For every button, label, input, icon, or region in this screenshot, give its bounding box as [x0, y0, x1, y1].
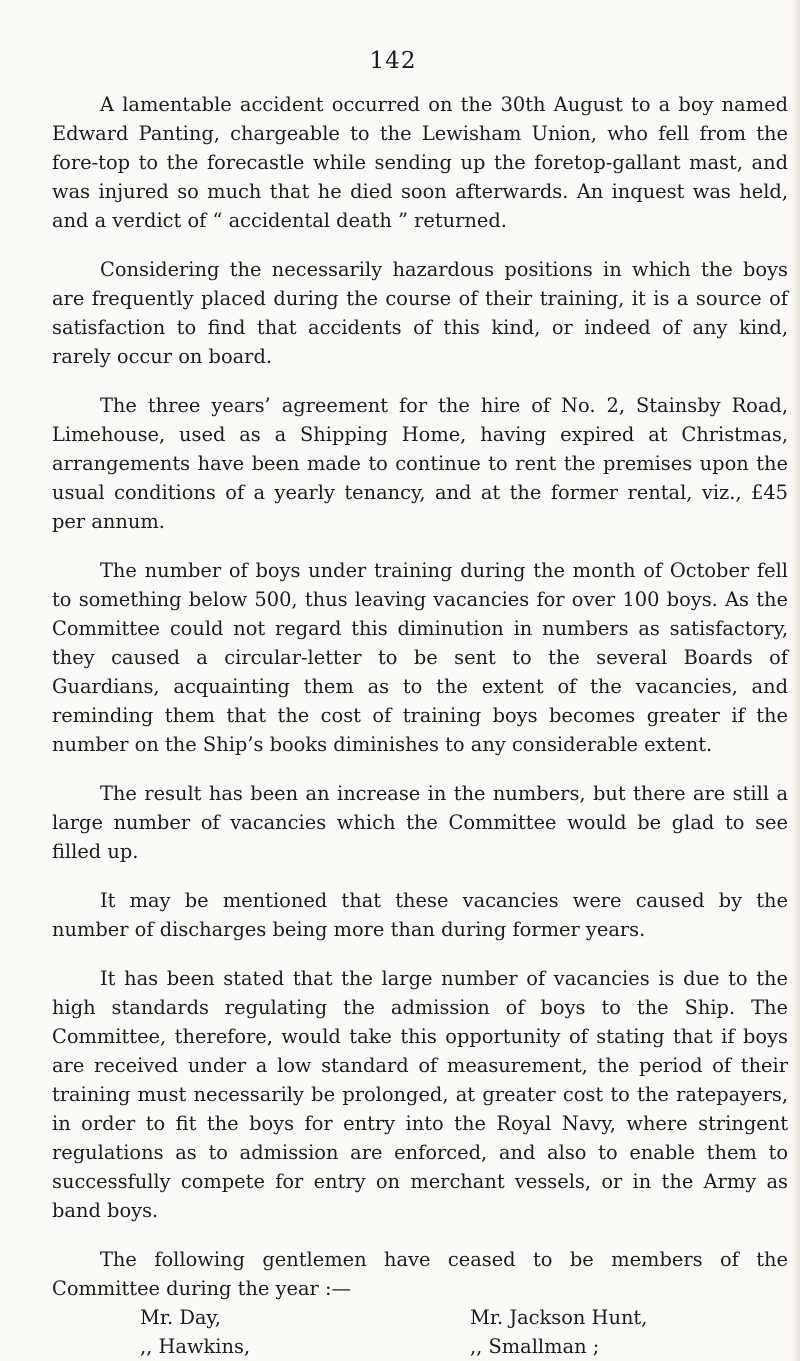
member-name: ,, Hawkins, [140, 1335, 251, 1358]
paragraph-safety: Considering the necessarily hazardous positions in which the boys are frequently placed during the course of their training, it is a source of satisfaction to find that accidents of this kind, or indeed of any kind, rarely occur on board. [52, 258, 788, 368]
page-edge [792, 0, 800, 1361]
paragraph-shipping-home: The three years’ agreement for the hire of No. 2, Stainsby Road, Limehouse, used as a Shipping Home, having expired at Christmas, arrangements have been made to continue to rent the premises upon the usual conditions of a yearly tenancy, and at the former rental, viz., £45 per annum. [52, 394, 788, 533]
member-name: ,, Smallman ; [470, 1335, 600, 1358]
paragraph-result: The result has been an increase in the numbers, but there are still a large number of vacancies which the Committee would be glad to see filled up. [52, 782, 788, 863]
paragraph-standards: It has been stated that the large number of vacancies is due to the high standards regulating the admission of boys to the Ship. The Committee, therefore, would take this opportunity of stating that if boys are received under a low standard of measurement, the period of their training must necessarily be prolonged, at greater cost to the ratepayers, in order to fit the boys for entry into the Royal Navy, where stringent regulations as to admission are enforced, and also to enable them to successfully compete for entry on merchant vessels, or in the Army as band boys. [52, 967, 788, 1222]
paragraph-accident: A lamentable accident occurred on the 30th August to a boy named Edward Panting, chargeable to the Lewisham Union, who fell from the fore-top to the forecastle while sending up the foretop-gallant mast, and was injured so much that he died soon afterwards. An inquest was held, and a verdict of “ accidental death ” returned. [52, 93, 788, 232]
paragraph-vacancies: The number of boys under training during the month of October fell to something below 500, thus leaving vacancies for over 100 boys. As the Committee could not regard this diminution in numbers as satisfactory, they caused a circular-letter to be sent to the several Boards of Guardians, acquainting them as to the extent of the vacancies, and reminding them that the cost of training boys becomes greater if the number on the Ship’s books diminishes to any considerable extent. [52, 559, 788, 756]
member-name: Mr. Day, [140, 1306, 221, 1329]
member-name: Mr. Jackson Hunt, [470, 1306, 648, 1329]
page-number: 142 [369, 48, 417, 74]
paragraph-members-intro: The following gentlemen have ceased to be members of the Committee during the year :— [52, 1248, 788, 1300]
members-list [140, 1303, 788, 1361]
body-text [52, 90, 788, 1361]
paragraph-discharges: It may be mentioned that these vacancies were caused by the number of discharges being more than during former years. [52, 889, 788, 941]
